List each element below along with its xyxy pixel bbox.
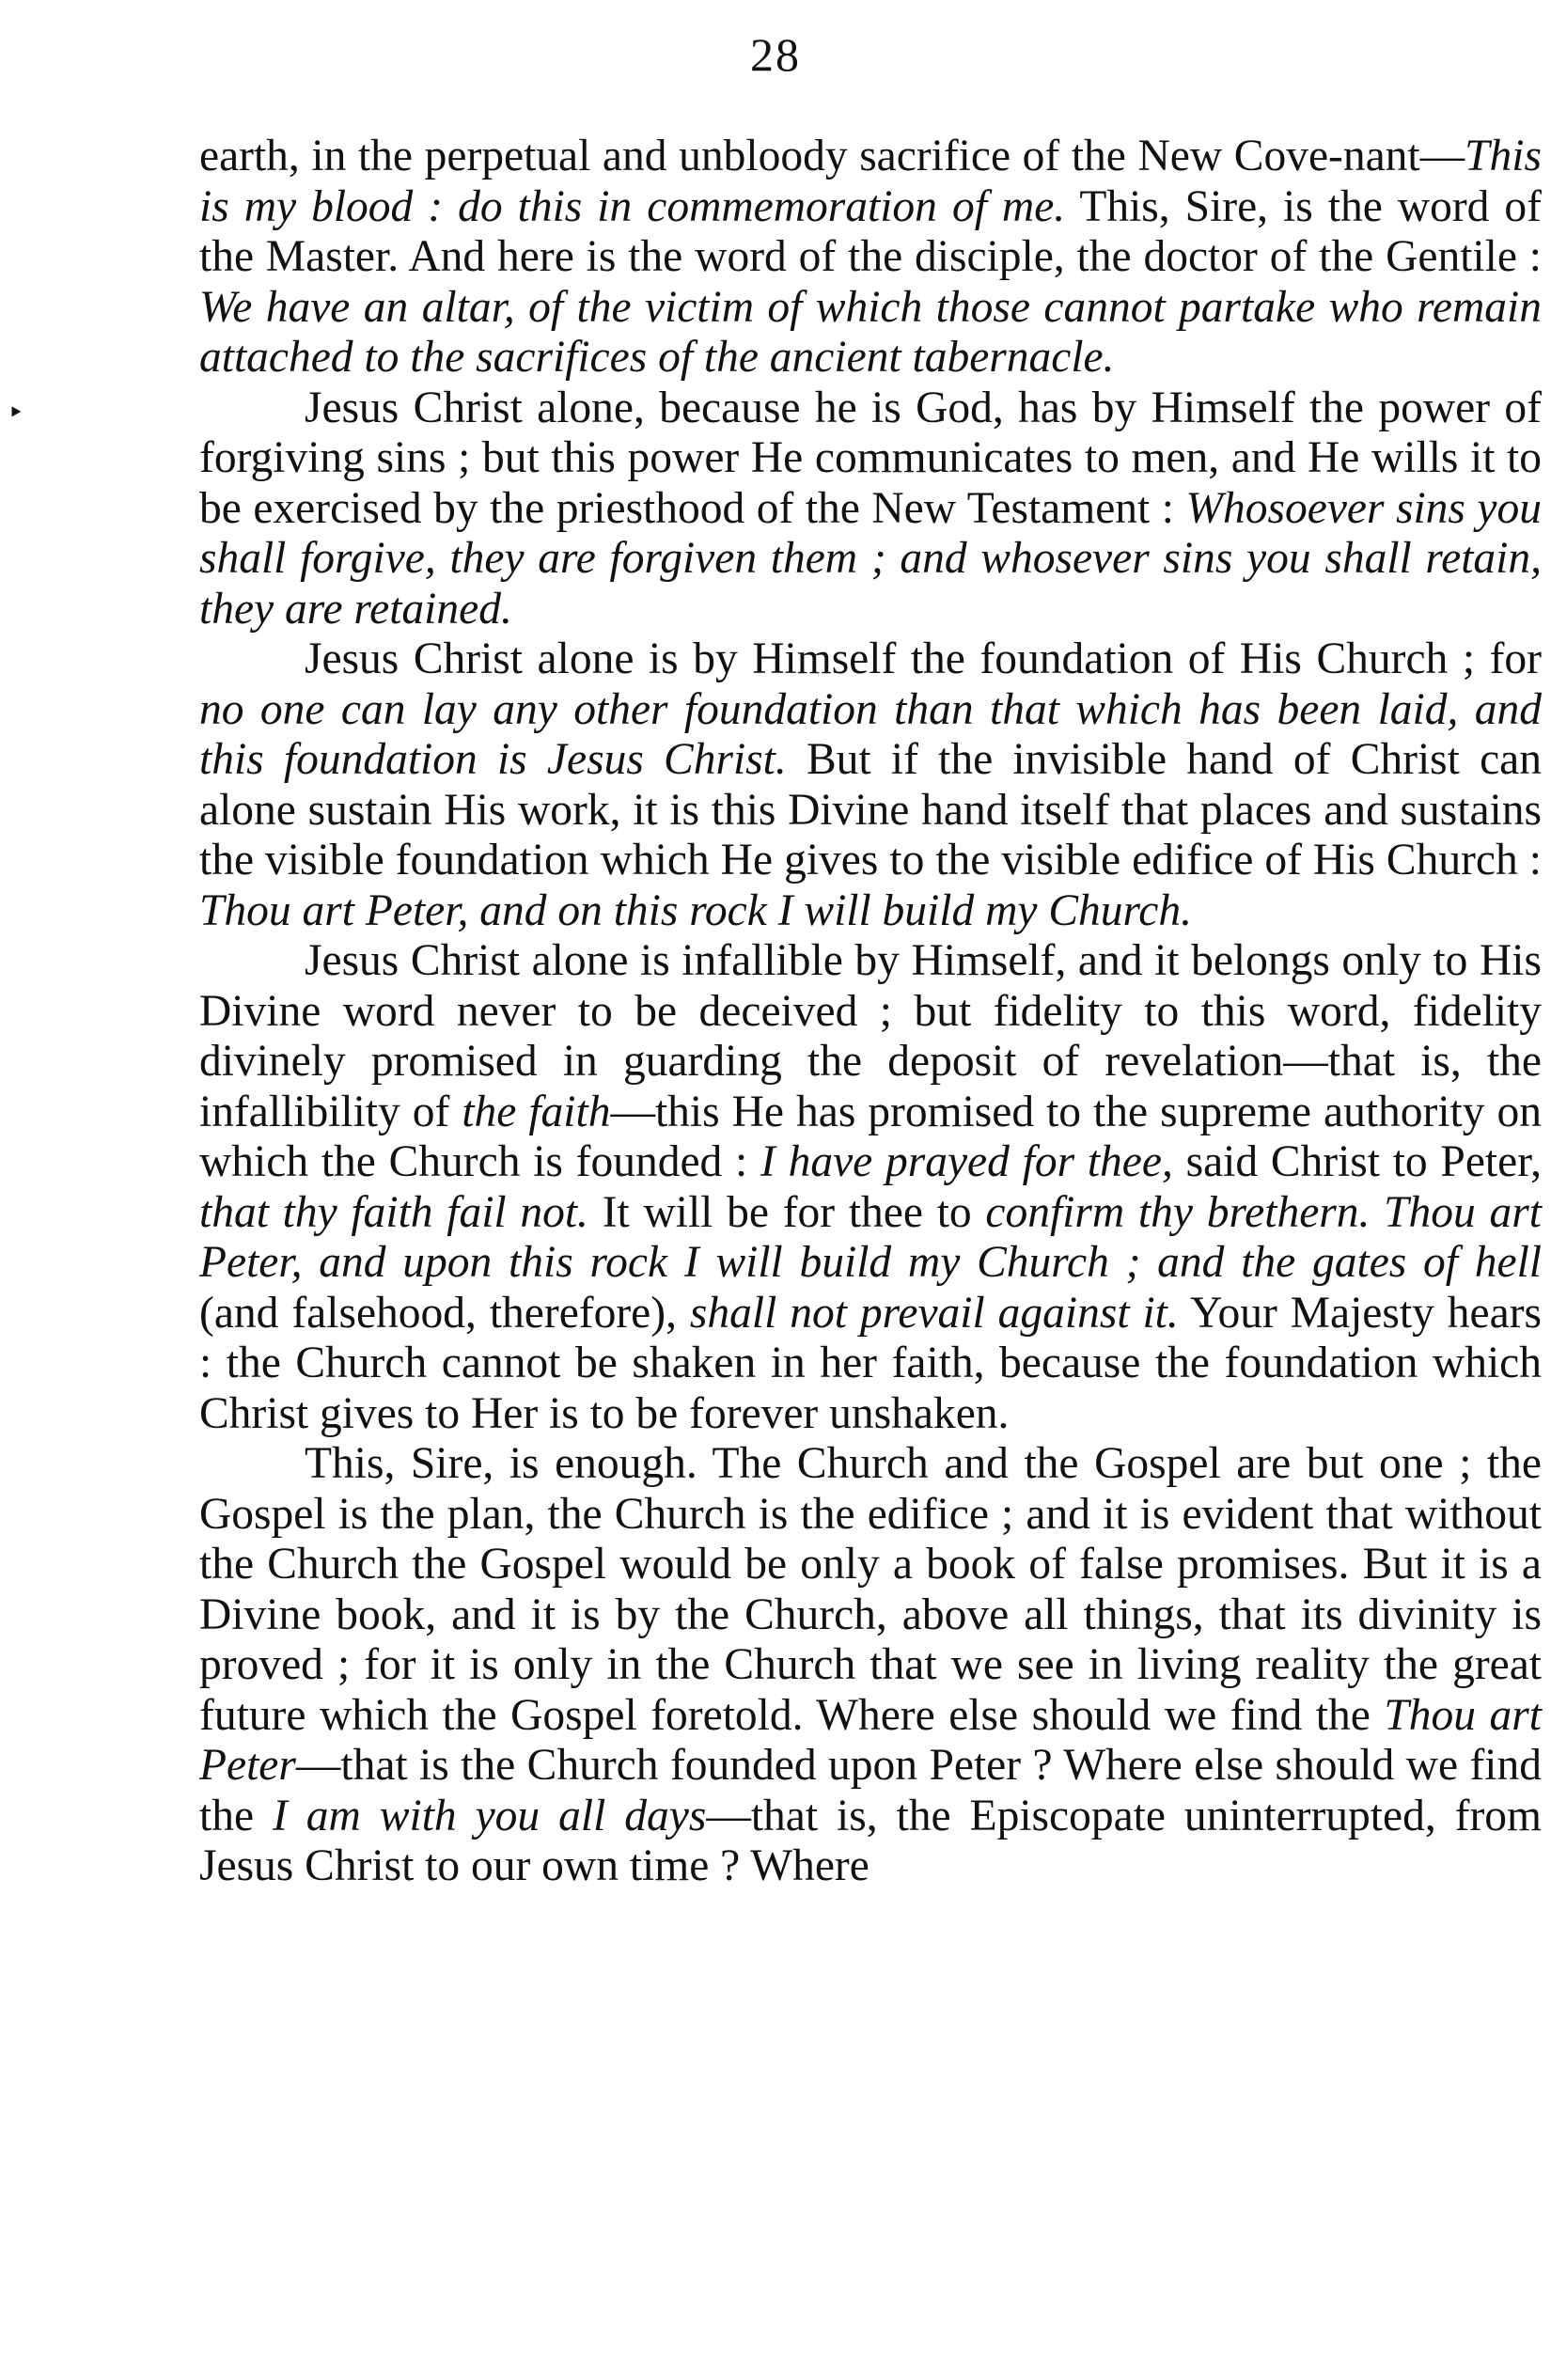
paragraph [199, 384, 1542, 635]
text-run: (and falsehood, therefore), [199, 1288, 690, 1338]
text-run: Jesus Christ alone is by Himself the foundation of His Church ; for [305, 634, 1542, 683]
text-run: But if the invisible hand of Christ can alone sustain His work, it is this Divine hand itself that places and sustains the visible foundation which He gives to the visible edifice of His Church : [199, 735, 1542, 885]
page-number: 28 [750, 28, 801, 81]
text-run: It will be for thee to [588, 1187, 986, 1237]
paragraph [199, 132, 1542, 384]
text-run: said Christ to Peter, [1172, 1137, 1542, 1186]
text-run: —this He has promised to the supreme authority on which the Church is founded : [199, 1087, 1543, 1186]
paragraph [199, 936, 1542, 1439]
italic-text-run: Whosoever sins you shall forgive, they are forgiven them ; and whosever sins you shall retain, they are retained. [199, 483, 1542, 634]
italic-text-run: I have prayed for thee, [760, 1137, 1173, 1186]
text-run: —that is the Church founded upon Peter ? Where else should we find the [199, 1741, 1542, 1840]
italic-text-run: the faith [462, 1087, 611, 1136]
italic-text-run: This is my blood : do this in commemoration of me. [199, 132, 1542, 231]
text-run: —that is, the Episcopate uninterrupted, from Jesus Christ to our own time ? Where [199, 1791, 1542, 1890]
italic-text-run: Thou art Peter [199, 1690, 1542, 1790]
italic-text-run: confirm thy brethern. Thou art Peter, and upon this rock I will build my Church ; and the gates of hell [199, 1187, 1542, 1287]
italic-text-run: shall not prevail against it. [689, 1288, 1179, 1338]
text-run: This, Sire, is enough. The Church and the Gospel are but one ; the Gospel is the plan, the Church is the edifice ; and it is evident that without the Church the Gospel would be only a book of false promises. But it is a Divine book, and it is by the Church, above all things, that its divinity is proved ; for it is only in the Church that we see in living reality the great future which the Gospel foretold. Where else should we find the [199, 1439, 1542, 1740]
text-run: This, Sire, is the word of the Master. And here is the word of the disciple, the doctor of the Gentile : [199, 181, 1542, 281]
italic-text-run: We have an altar, of the victim of which those cannot partake who remain attached to the sacrifices of the ancient tabernacle. [199, 282, 1542, 382]
paragraph [199, 1439, 1542, 1892]
body-text [199, 132, 1542, 1892]
italic-text-run: that thy faith fail not. [199, 1187, 588, 1237]
italic-text-run: I am with you all days [273, 1791, 707, 1840]
italic-text-run: no one can lay any other foundation than that which has been laid, and this foundation is Jesus Christ. [199, 684, 1542, 784]
paragraph [199, 634, 1542, 936]
text-run: Jesus Christ alone, because he is God, has by Himself the power of forgiving sins ; but this power He communicates to men, and He wills it to be exercised by the priesthood of the New Testament : [199, 383, 1542, 533]
text-run: Jesus Christ alone is infallible by Himself, and it belongs only to His Divine word never to be deceived ; but fidelity to this word, fidelity divinely promised in guarding the deposit of revelation—that is, the infallibility of [199, 936, 1542, 1136]
italic-text-run: Thou art Peter, and on this rock I will build my Church. [199, 885, 1192, 935]
margin-mark: ‣ [8, 398, 24, 429]
text-run: earth, in the perpetual and unbloody sacrifice of the New Cove-nant— [199, 132, 1465, 180]
text-run: Your Majesty hears : the Church cannot be shaken in her faith, because the foundation which Christ gives to Her is to be forever unshaken. [199, 1288, 1542, 1438]
